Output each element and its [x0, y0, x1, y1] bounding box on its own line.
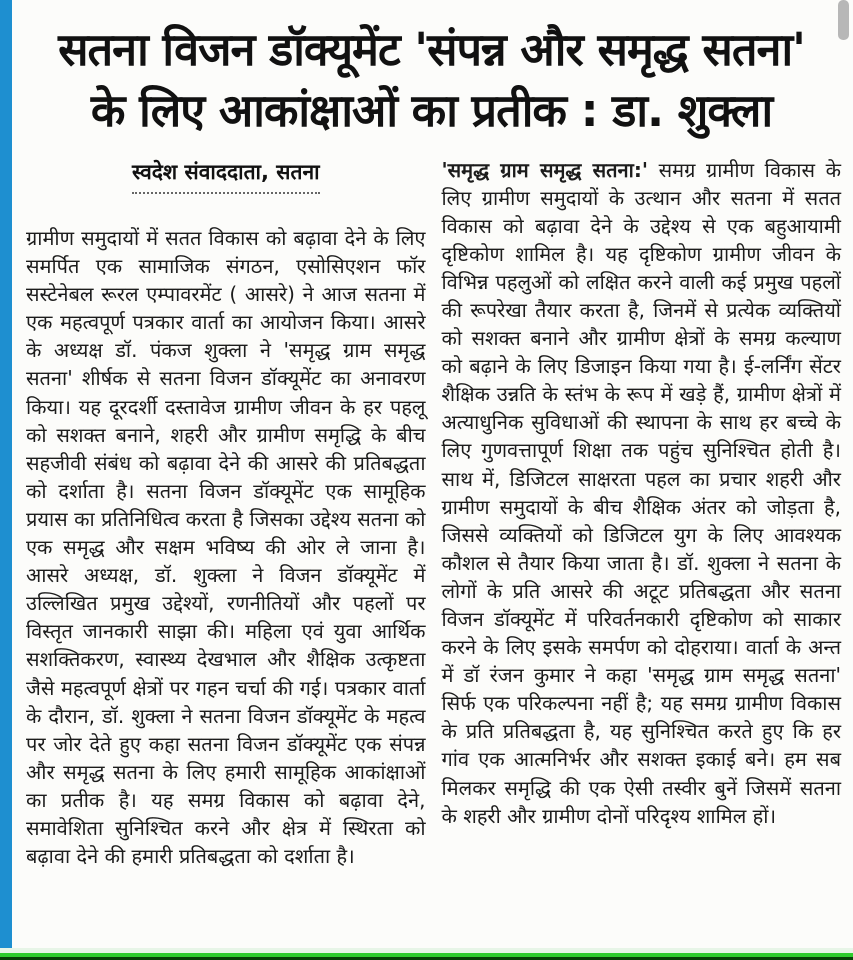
left-accent-bar [0, 0, 12, 960]
article-headline [0, 0, 853, 148]
byline-wrap [26, 158, 426, 195]
headline-line-2: के लिए आकांक्षाओं का प्रतीक : डा. शुक्ला [90, 83, 773, 137]
article-text-left: ग्रामीण समुदायों में सतत विकास को बढ़ावा देने के लिए समर्पित एक सामाजिक संगठन, एसोसिएशन फॉर सस्टेनेबल रूरल एम्पावरमेंट ( आसरे) ने आज सतना में एक महत्वपूर्ण पत्रकार वार्ता का आयोजन किया। आसरे के अध्यक्ष डॉ. पंकज शुक्ला ने 'समृद्ध ग्राम समृद्ध सतना' शीर्षक से सतना विजन डॉक्यूमेंट का अनावरण किया। यह दूरदर्शी दस्तावेज ग्रामीण जीवन के हर पहलू को सशक्त बनाने, शहरी और ग्रामीण समृद्धि के बीच सहजीवी संबंध को बढ़ावा देने की आसरे की प्रतिबद्धता को दर्शाता है। सतना विजन डॉक्यूमेंट एक सामूहिक प्रयास का प्रतिनिधित्व करता है जिसका उद्देश्य सतना को एक समृद्ध और सक्षम भविष्य की ओर ले जाना है। आसरे अध्यक्ष, डॉ. शुक्ला ने विजन डॉक्यूमेंट में उल्लिखित प्रमुख उद्देश्यों, रणनीतियों और पहलों पर विस्तृत जानकारी साझा की। महिला एवं युवा आर्थिक सशक्तिकरण, स्वास्थ्य देखभाल और शैक्षिक उत्कृष्टता जैसे महत्वपूर्ण क्षेत्रों पर गहन चर्चा की गई। पत्रकार वार्ता के दौरान, डॉ. शुक्ला ने सतना विजन डॉक्यूमेंट के महत्व पर जोर देते हुए कहा सतना विजन डॉक्यूमेंट एक संपन्न और समृद्ध सतना के लिए हमारी सामूहिक आकांक्षाओं का प्रतीक है। यह समग्र विकास को बढ़ावा देने, समावेशिता सुनिश्चित करने और क्षेत्र में स्थिरता को बढ़ावा देने की हमारी प्रतिबद्धता को दर्शाता है। [26, 226, 426, 869]
article-lead-phrase: 'समृद्ध ग्राम समृद्ध सतना:' [441, 157, 648, 182]
article-text-right [442, 156, 842, 830]
headline-line-1: सतना विजन डॉक्यूमेंट 'संपन्न और समृद्ध सतना' [58, 23, 805, 76]
article-column-right [442, 156, 842, 871]
scrollbar-thumb[interactable] [838, 0, 849, 40]
byline: स्वदेश संवाददाता, सतना [132, 158, 320, 195]
article-body [0, 148, 853, 871]
article-text-right-body: समग्र ग्रामीण विकास के लिए ग्रामीण समुदायों के उत्थान और सतना में सतत विकास को बढ़ावा देने के उद्देश्य से एक बहुआयामी दृष्टिकोण शामिल है। यह दृष्टिकोण ग्रामीण जीवन के विभिन्न पहलुओं को लक्षित करने वाली कई प्रमुख पहलों की रूपरेखा तैयार करता है, जिनमें से प्रत्येक व्यक्तियों को सशक्त बनाने और ग्रामीण क्षेत्रों के समग्र कल्याण को बढ़ाने के लिए डिजाइन किया गया है। ई-लर्निंग सेंटर शैक्षिक उन्नति के स्तंभ के रूप में खड़े हैं, ग्रामीण क्षेत्रों में अत्याधुनिक सुविधाओं की स्थापना के साथ हर बच्चे के लिए गुणवत्तापूर्ण शिक्षा तक पहुंच सुनिश्चित होती है। साथ में, डिजिटल साक्षरता पहल का प्रचार शहरी और ग्रामीण समुदायों के बीच शैक्षिक अंतर को जोड़ता है, जिससे व्यक्तियों को डिजिटल युग के लिए आवश्यक कौशल से तैयार किया जाता है। डॉ. शुक्ला ने सतना के लोगों के प्रति आसरे की अटूट प्रतिबद्धता और सतना विजन डॉक्यूमेंट में परिवर्तनकारी दृष्टिकोण को साकार करने के लिए इसके समर्पण को दोहराया। वार्ता के अन्त में डॉ रंजन कुमार ने कहा 'समृद्ध ग्राम समृद्ध सतना' सिर्फ एक परिकल्पना नहीं है; यह समग्र ग्रामीण विकास के प्रति प्रतिबद्धता है, यह सुनिश्चित करते हुए कि हर गांव एक आत्मनिर्भर और सशक्त इकाई बने। हम सब मिलकर समृद्धि की एक ऐसी तस्वीर बुनें जिसमें सतना के शहरी और ग्रामीण दोनों परिदृश्य शामिल हों। [441, 157, 841, 828]
article-column-left [26, 156, 426, 871]
